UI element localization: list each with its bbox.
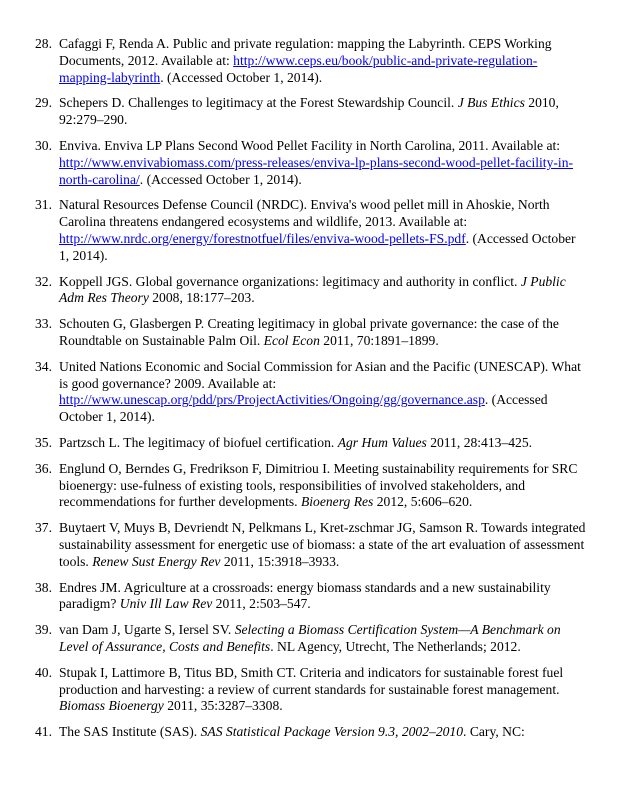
reference-link[interactable]: http://www.envivabiomass.com/press-releases/enviva-lp-plans-second-wood-pellet-facility-in-north-carolina/ [59, 154, 574, 187]
reference-text-segment: . (Accessed October 1, 2014). [160, 69, 323, 85]
reference-text-segment: Natural Resources Defense Council (NRDC). Enviva's wood pellet mill in Ahoskie, North Carolina threatens endangered ecosystems and wildlife, 2013. Available at: [59, 197, 550, 230]
reference-number-text: 40. [35, 664, 52, 680]
reference-number [24, 622, 52, 639]
reference-text-segment: 2011, 70:1891–1899. [319, 332, 439, 348]
reference-text-segment: 2008, 18:177–203. [148, 290, 255, 306]
journal-title: Univ Ill Law Rev [119, 596, 213, 612]
journal-title: J Public Adm Res Theory [59, 273, 566, 306]
reference-text-segment: . (Accessed October 1, 2014). [59, 230, 576, 263]
reference-text-segment: Endres JM. Agriculture at a crossroads: energy biomass standards and a new sustainability paradigm? [59, 579, 551, 612]
journal-title: Ecol Econ [263, 332, 320, 348]
reference-text-segment: Englund O, Berndes G, Fredrikson F, Dimitriou I. Meeting sustainability requirements for SRC bioenergy: use-fulness of existing tools, responsibilities of involved stakeholders, and recommendations for further developments. [59, 460, 578, 510]
reference-text [59, 520, 587, 570]
reference-number [24, 197, 52, 214]
reference-text-segment: Buytaert V, Muys B, Devriendt N, Pelkmans L, Kret-zschmar JG, Samson R. Towards integrated sustainability assessment for energetic use of biomass: a state of the art evaluation of assessment tools. [59, 520, 586, 569]
reference-number-text: 37. [35, 520, 52, 536]
reference-text [59, 461, 587, 511]
reference-list [0, 36, 617, 750]
reference-text-segment: . (Accessed October 1, 2014). [139, 171, 302, 187]
reference-number-text: 30. [35, 137, 52, 153]
reference-text [59, 435, 587, 452]
reference-text-segment: United Nations Economic and Social Commission for Asian and the Pacific (UNESCAP). What is good governance? 2009. Available at: [59, 358, 581, 391]
journal-title: Renew Sust Energy Rev [92, 553, 221, 569]
reference-number [24, 665, 52, 682]
journal-title: Biomass Bioenergy [59, 698, 164, 714]
reference-text-segment: . NL Agency, Utrecht, The Netherlands; 2012. [270, 638, 521, 654]
reference-text [59, 665, 587, 715]
reference-number-text: 34. [35, 358, 52, 374]
reference-item [0, 138, 617, 188]
reference-link[interactable]: http://www.ceps.eu/book/public-and-private-regulation-mapping-labyrinth [59, 52, 538, 85]
reference-number [24, 274, 52, 291]
reference-number-text: 36. [35, 460, 52, 476]
reference-text [59, 316, 587, 350]
reference-number [24, 95, 52, 112]
reference-item [0, 274, 617, 308]
reference-text [59, 724, 587, 741]
reference-text [59, 274, 587, 308]
reference-item [0, 316, 617, 350]
reference-item [0, 435, 617, 452]
reference-number-text: 39. [35, 622, 52, 638]
reference-text-segment: Enviva. Enviva LP Plans Second Wood Pellet Facility in North Carolina, 2011. Available at: [59, 137, 561, 153]
reference-text [59, 36, 587, 86]
journal-title: Bioenerg Res [300, 494, 374, 510]
reference-number-text: 41. [35, 724, 52, 740]
reference-item [0, 724, 617, 741]
reference-number [24, 724, 52, 741]
reference-text-segment: Stupak I, Lattimore B, Titus BD, Smith CT. Criteria and indicators for sustainable forest fuel production and harvesting: a review of current standards for sustainable forest management. [59, 664, 564, 697]
reference-text-segment: 2011, 35:3287–3308. [163, 698, 283, 714]
journal-title: J Bus Ethics [457, 95, 525, 111]
reference-text [59, 197, 587, 264]
reference-number-text: 28. [35, 36, 52, 51]
reference-text-segment: 2011, 15:3918–3933. [220, 553, 340, 569]
reference-text-segment: Cafaggi F, Renda A. Public and private regulation: mapping the Labyrinth. CEPS Working Documents, 2012. Available at: [59, 36, 552, 68]
reference-text-segment: The SAS Institute (SAS). [59, 724, 201, 740]
reference-text-segment: Schepers D. Challenges to legitimacy at the Forest Stewardship Council. [59, 95, 458, 111]
reference-item [0, 95, 617, 129]
reference-number [24, 36, 52, 53]
reference-text [59, 580, 587, 614]
reference-link[interactable]: http://www.nrdc.org/energy/forestnotfuel/files/enviva-wood-pellets-FS.pdf [59, 230, 466, 246]
journal-title: Selecting a Biomass Certification System—A Benchmark on Level of Assurance, Costs and Benefits [59, 622, 561, 654]
journal-title: Agr Hum Values [337, 434, 427, 450]
reference-text-segment: Partzsch L. The legitimacy of biofuel certification. [59, 434, 338, 450]
reference-text-segment: 2012, 5:606–620. [373, 494, 473, 510]
reference-text-segment: . (Accessed October 1, 2014). [59, 392, 548, 425]
reference-text [59, 138, 587, 188]
reference-text-segment: van Dam J, Ugarte S, Iersel SV. [59, 622, 235, 638]
reference-item [0, 461, 617, 511]
reference-text [59, 359, 587, 426]
reference-item [0, 197, 617, 264]
reference-number [24, 316, 52, 333]
journal-title: SAS Statistical Package Version 9.3, 2002–2010 [200, 724, 464, 740]
reference-number-text: 29. [35, 95, 52, 111]
reference-text-segment: Koppell JGS. Global governance organizations: legitimacy and authority in conflict. [59, 273, 521, 289]
reference-number [24, 435, 52, 452]
reference-item [0, 359, 617, 426]
reference-text [59, 95, 587, 129]
reference-text-segment: 2010, 92:279–290. [59, 95, 559, 128]
reference-item [0, 665, 617, 715]
reference-text-segment: Schouten G, Glasbergen P. Creating legitimacy in global private governance: the case of the Roundtable on Sustainable Palm Oil. [59, 316, 559, 348]
reference-number-text: 32. [35, 273, 52, 289]
reference-text-segment: 2011, 28:413–425. [426, 434, 533, 450]
reference-item [0, 36, 617, 86]
reference-text-segment: . Cary, NC: [463, 724, 525, 740]
reference-number [24, 461, 52, 478]
reference-number [24, 138, 52, 155]
reference-text [59, 622, 587, 656]
reference-number-text: 33. [35, 316, 52, 332]
reference-number [24, 359, 52, 376]
reference-link[interactable]: http://www.unescap.org/pdd/prs/ProjectActivities/Ongoing/gg/governance.asp [59, 392, 485, 408]
reference-item [0, 622, 617, 656]
reference-text-segment: 2011, 2:503–547. [212, 596, 311, 612]
reference-number-text: 38. [35, 579, 52, 595]
reference-number [24, 520, 52, 537]
reference-item [0, 520, 617, 570]
reference-item [0, 580, 617, 614]
reference-number [24, 580, 52, 597]
reference-number-text: 31. [35, 197, 52, 213]
reference-number-text: 35. [35, 434, 52, 450]
